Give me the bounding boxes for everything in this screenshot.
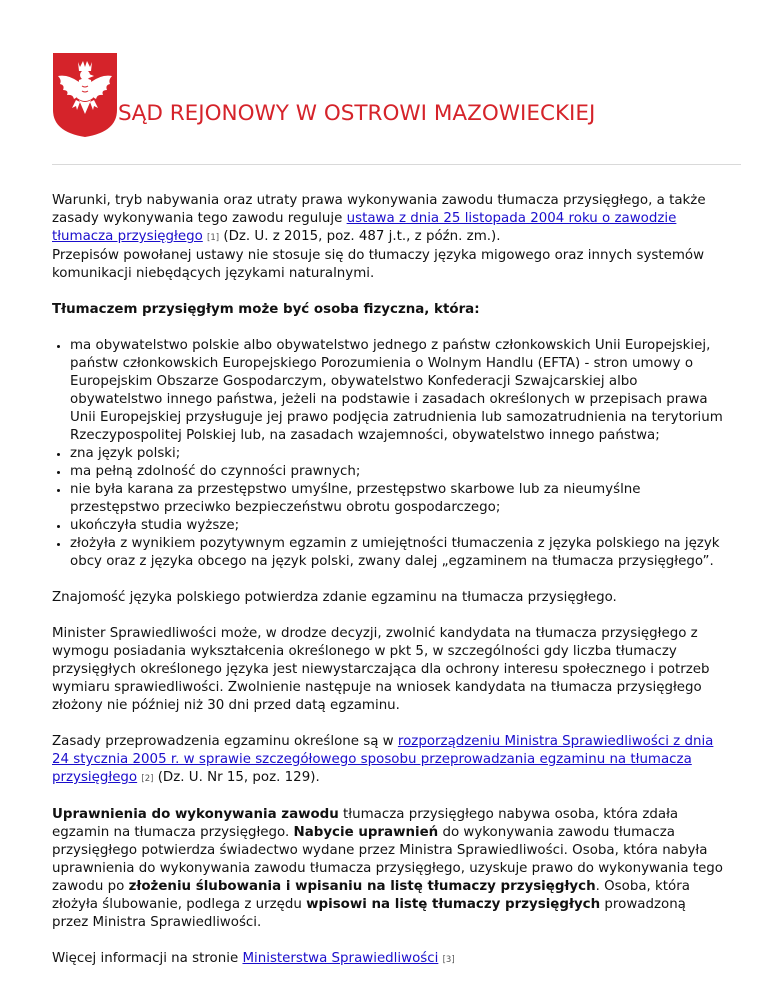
list-item: • ukończyła studia wyższe; xyxy=(70,517,724,535)
intro-exclusion-text: Przepisów powołanej ustawy nie stosuje się do tłumaczy języka migowego oraz innych systemów komunikacji niebędących językami naturalnymi. xyxy=(52,248,705,281)
intro-paragraph xyxy=(52,192,724,283)
rights-text-4: prowadzoną przez Ministra Sprawiedliwości. xyxy=(52,897,686,930)
requirements-heading-text: Tłumaczem przysięgłym może być osoba fizyczna, która: xyxy=(52,302,480,317)
header-divider xyxy=(52,164,741,165)
list-item: • nie była karana za przestępstwo umyślne, przestępstwo skarbowe lub za nieumyślne przestępstwo przeciwko bezpieczeństwu obrotu gospodarczego; xyxy=(70,481,724,517)
rights-text-3: . Osoba, która złożyła ślubowanie, podlega z urzędu xyxy=(52,879,690,912)
ministry-link[interactable]: Ministerstwa Sprawiedliwości xyxy=(242,951,439,966)
rights-text-2: do wykonywania zawodu tłumacza przysięgłego potwierdza świadectwo wydane przez Ministra Sprawiedliwości. Osoba, która nabyła uprawnienia do wykonywania zawodu tłumacza przysięgłego, uzyskuje prawo do wykonywania tego zawodu po xyxy=(52,825,723,894)
exam-text: Zasady przeprowadzenia egzaminu określone są w xyxy=(52,734,398,749)
polish-eagle-emblem-icon xyxy=(52,52,118,138)
law-link[interactable]: ustawa z dnia 25 listopada 2004 roku o zawodzie tłumacza przysięgłego xyxy=(52,211,677,244)
rights-bold-1: Uprawnienia do wykonywania zawodu xyxy=(52,807,339,822)
intro-text: Warunki, tryb nabywania oraz utraty prawa wykonywania zawodu tłumacza przysięgłego, a także zasady wykonywania tego zawodu reguluje xyxy=(52,193,706,226)
list-item: • ma obywatelstwo polskie albo obywatelstwo jednego z państw członkowskich Unii Europejskiej, państw członkowskich Europejskiego Porozumienia o Wolnym Handlu (EFTA) - stron umowy o Europejskim Obszarze Gospodarczym, obywatelstwo Konfederacji Szwajcarskiej albo obywatelstwo innego państwa, jeżeli na podstawie i zasadach określonych w przepisach prawa Unii Europejskiej przysługuje jej prawo podjęcia zatrudnienia lub samozatrudnienia na terytorium Rzeczypospolitej Polskiej lub, na zasadach wzajemności, obywatelstwo innego państwa; xyxy=(70,337,724,445)
rights-paragraph xyxy=(52,806,724,932)
list-item: • ma pełną zdolność do czynności prawnych; xyxy=(70,463,724,481)
regulation-link[interactable]: rozporządzeniu Ministra Sprawiedliwości z dnia 24 stycznia 2005 r. w sprawie szczegółowego sposobu przeprowadzania egzaminu na tłumacza przysięgłego xyxy=(52,734,714,785)
exam-rules-paragraph xyxy=(52,733,724,788)
rights-bold-2: Nabycie uprawnień xyxy=(293,825,439,840)
exam-citation: (Dz. U. Nr 15, poz. 129). xyxy=(153,770,320,785)
footnote-ref-3: [3] xyxy=(442,955,455,965)
intro-citation: (Dz. U. z 2015, poz. 487 j.t., z późn. zm.). xyxy=(219,229,501,244)
footnote-ref-1: [1] xyxy=(207,233,220,243)
rights-text-1: tłumacza przysięgłego nabywa osoba, która zdała egzamin na tłumacza przysięgłego. xyxy=(52,807,679,840)
requirements-heading xyxy=(52,301,724,319)
language-knowledge-paragraph: Znajomość języka polskiego potwierdza zdanie egzaminu na tłumacza przysięgłego. xyxy=(52,590,617,605)
more-info-paragraph xyxy=(52,950,724,969)
rights-bold-3: złożeniu ślubowania i wpisaniu na listę tłumaczy przysięgłych xyxy=(128,879,596,894)
list-item: • złożyła z wynikiem pozytywnym egzamin z umiejętności tłumaczenia z języka polskiego na język obcy oraz z języka obcego na język polski, zwany dalej „egzaminem na tłumacza przysięgłego”. xyxy=(70,535,724,571)
list-item: • zna język polski; xyxy=(70,445,724,463)
more-info-text: Więcej informacji na stronie xyxy=(52,951,243,966)
main-content xyxy=(52,192,724,987)
requirements-list xyxy=(52,337,724,571)
minister-exemption-paragraph: Minister Sprawiedliwości może, w drodze decyzji, zwolnić kandydata na tłumacza przysięgłego z wymogu posiadania wykształcenia określonego w pkt 5, w szczególności gdy liczba tłumaczy przysięgłych określonego języka jest niewystarczająca dla ochrony interesu społecznego i potrzeb wymiaru sprawiedliwości. Zwolnienie następuje na wniosek kandydata na tłumacza przysięgłego złożony nie później niż 30 dni przed datą egzaminu. xyxy=(52,626,710,713)
court-title: SĄD REJONOWY W OSTROWI MAZOWIECKIEJ xyxy=(118,101,596,126)
footnote-ref-2: [2] xyxy=(141,774,154,784)
rights-bold-4: wpisowi na listę tłumaczy przysięgłych xyxy=(306,897,601,912)
